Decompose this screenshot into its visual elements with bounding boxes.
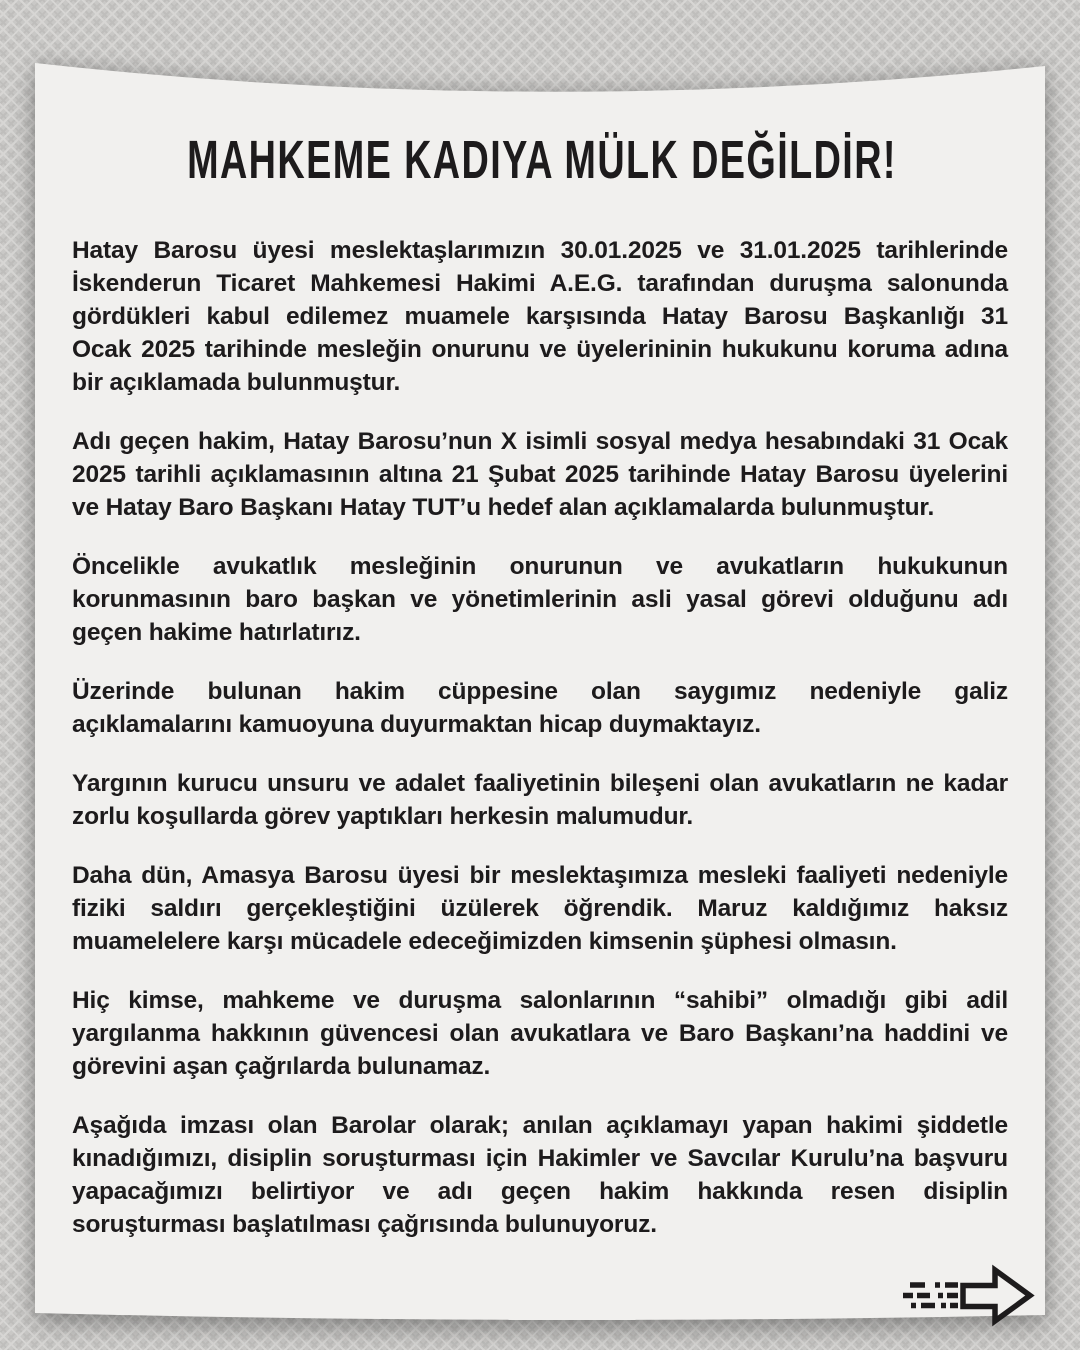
statement-line: İskenderun Ticaret Mahkemesi Hakimi A.E.G. tarafından duruşma salonunda: [72, 270, 1008, 297]
statement-line: fiziki saldırı gerçekleştiğini üzülerek öğrendik. Maruz kaldığımız haksız: [72, 895, 1008, 922]
statement-line: korunmasının baro başkan ve yönetimlerinin asli yasal görevi olduğunu adı: [72, 586, 1008, 613]
statement-line: Hiç kimse, mahkeme ve duruşma salonlarının “sahibi” olmadığı gibi adil: [72, 987, 1008, 1014]
statement-line: Ocak 2025 tarihinde mesleğin onurunu ve üyelerininin hukukunu koruma adına: [72, 336, 1008, 363]
statement-paragraph: [72, 767, 1008, 833]
statement-line: zorlu koşullarda görev yaptıkları herkesin malumudur.: [72, 803, 694, 830]
statement-line: Adı geçen hakim, Hatay Barosu’nun X isimli sosyal medya hesabındaki 31 Ocak: [72, 428, 1008, 455]
poster-title-text: MAHKEME KADIYA MÜLK DEĞİLDİR!: [187, 130, 897, 190]
statement-body: [72, 234, 1008, 1267]
statement-line: soruşturması başlatılması çağrısında bulunuyoruz.: [72, 1211, 657, 1238]
poster-title: [35, 131, 1045, 189]
statement-paragraph: [72, 984, 1008, 1083]
statement-paragraph: [72, 1109, 1008, 1241]
statement-paragraph: [72, 859, 1008, 958]
statement-line: görevini aşan çağrılarda bulunamaz.: [72, 1053, 491, 1080]
statement-line: ve Hatay Baro Başkanı Hatay TUT’u hedef alan açıklamalarda bulunmuştur.: [72, 494, 935, 521]
statement-line: Hatay Barosu üyesi meslektaşlarımızın 30.01.2025 ve 31.01.2025 tarihlerinde: [72, 237, 1008, 264]
statement-line: kınadığımızı, disiplin soruşturması için Hakimler ve Savcılar Kurulu’na başvuru: [72, 1145, 1008, 1172]
statement-line: Aşağıda imzası olan Barolar olarak; anılan açıklamayı yapan hakimi şiddetle: [72, 1112, 1008, 1139]
statement-line: yapacağımızı belirtiyor ve adı geçen hakim hakkında resen disiplin: [72, 1178, 1008, 1205]
statement-line: muamelelere karşı mücadele edeceğimizden kimsenin şüphesi olmasın.: [72, 928, 897, 955]
statement-paragraph: [72, 675, 1008, 741]
statement-line: yargılanma hakkının güvencesi olan avukatlara ve Baro Başkanı’na haddini ve: [72, 1020, 1008, 1047]
statement-line: Öncelikle avukatlık mesleğinin onurunun ve avukatların hukukunun: [72, 553, 1008, 580]
statement-line: Daha dün, Amasya Barosu üyesi bir meslektaşımıza mesleki faaliyeti nedeniyle: [72, 862, 1008, 889]
statement-line: bir açıklamada bulunmuştur.: [72, 369, 401, 396]
statement-line: gördükleri kabul edilemez muamele karşısında Hatay Barosu Başkanlığı 31: [72, 303, 1008, 330]
statement-paragraph: [72, 234, 1008, 399]
statement-line: Üzerinde bulunan hakim cüppesine olan saygımız nedeniyle galiz: [72, 678, 1008, 705]
statement-line: 2025 tarihli açıklamasının altına 21 Şubat 2025 tarihinde Hatay Barosu üyelerini: [72, 461, 1008, 488]
statement-line: geçen hakime hatırlatırız.: [72, 619, 361, 646]
statement-paragraph: [72, 550, 1008, 649]
statement-line: Yargının kurucu unsuru ve adalet faaliyetinin bileşeni olan avukatların ne kadar: [72, 770, 1008, 797]
statement-line: açıklamalarını kamuoyuna duyurmaktan hicap duymaktayız.: [72, 711, 761, 738]
statement-paragraph: [72, 425, 1008, 524]
